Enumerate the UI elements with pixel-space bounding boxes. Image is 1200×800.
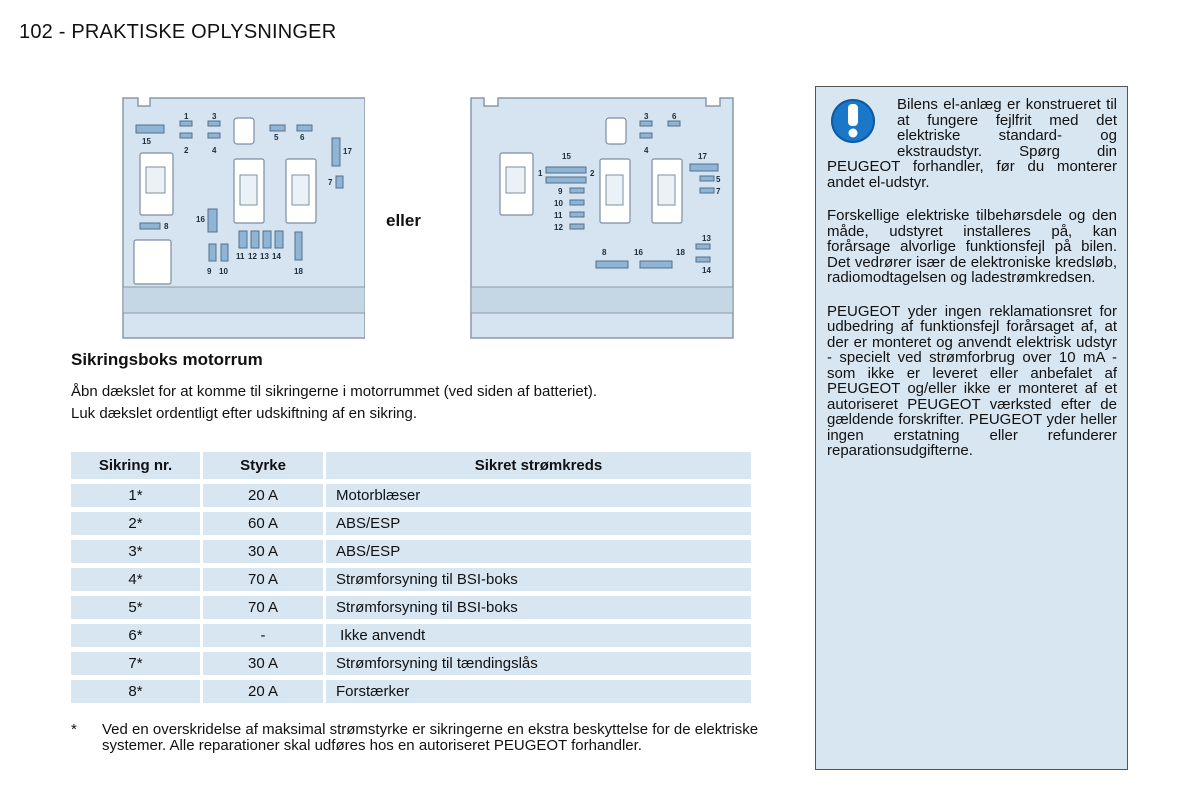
svg-text:6: 6 [672,112,677,121]
exclamation-icon [831,99,875,143]
table-header-row [71,452,751,479]
notice-paragraph-3: PEUGEOT yder ingen reklamationsret for udbedring af funktionsfejl forårsaget af, at der er monteret og anvendt elektrisk udstyr - specielt ved strømforbrug over 10 mA - som ikke er leveret eller anbefalet af PEUGEOT og/eller ikke er monteret af et autoriseret PEUGEOT værksted efter de gældende forskrifter. PEUGEOT yder heller ingen erstatning eller refunderer reparationsudgifterne. [827,302,1117,459]
footnote-marker: * [71,721,77,738]
svg-text:10: 10 [554,199,563,208]
svg-text:2: 2 [184,146,189,155]
svg-text:12: 12 [248,252,257,261]
notice-text-1: Bilens el-anlæg er konstrueret til at fungere fejlfrit med det elektriske standard- og ekstraudstyr. Spørg din PEUGEOT forhandler, før du monterer andet el-udstyr. [827,96,1117,191]
fuse-number: 2* [71,512,200,535]
column-header-fuse-number: Sikring nr. [71,452,200,479]
instruction-line-1: Åbn dækslet for at komme til sikringerne i motorrummet (ved siden af batteriet). [71,383,598,400]
column-header-rating: Styrke [203,452,323,479]
svg-text:8: 8 [164,222,169,231]
svg-text:12: 12 [554,223,563,232]
svg-text:4: 4 [212,146,217,155]
svg-text:8: 8 [602,248,607,257]
fuse-rating: 20 A [203,484,323,507]
notice-panel [815,86,1128,770]
diagram-separator: eller [386,211,421,230]
svg-text:15: 15 [142,137,151,146]
fuse-number: 5* [71,596,200,619]
svg-text:9: 9 [558,187,563,196]
svg-text:3: 3 [644,112,649,121]
table-row [71,540,751,563]
svg-text:7: 7 [716,187,721,196]
fuse-rating: 30 A [203,540,323,563]
fuse-circuit: ABS/ESP [326,540,751,563]
fuse-number: 4* [71,568,200,591]
fuse-rating: 70 A [203,568,323,591]
notice-paragraph-1 [827,97,1117,190]
fuse-number: 7* [71,652,200,675]
svg-text:11: 11 [236,252,245,261]
svg-text:15: 15 [562,152,571,161]
svg-text:6: 6 [300,133,305,142]
svg-text:10: 10 [219,267,228,276]
fuse-rating: 30 A [203,652,323,675]
table-row [71,596,751,619]
fuse-circuit: ABS/ESP [326,512,751,535]
svg-text:1: 1 [184,112,189,121]
svg-text:14: 14 [702,266,711,275]
svg-text:16: 16 [196,215,205,224]
fuse-number: 8* [71,680,200,703]
table-row [71,624,751,647]
page-title: 102 - PRAKTISKE OPLYSNINGER [19,21,337,43]
fuse-circuit: Strømforsyning til BSI-boks [326,568,751,591]
svg-text:18: 18 [676,248,685,257]
footnote-text: Ved en overskridelse af maksimal strømstyrke er sikringerne en ekstra beskyttelse for de elektriske systemer. Alle reparationer skal udføres hos en autoriseret PEUGEOT forhandler. [102,721,759,754]
section-title: Sikringsboks motorrum [71,350,263,369]
svg-text:7: 7 [328,178,333,187]
fuse-box-diagram-left [122,97,365,339]
table-row [71,568,751,591]
table-row [71,512,751,535]
fuse-box-diagram-right [470,97,734,339]
svg-text:13: 13 [260,252,269,261]
svg-text:13: 13 [702,234,711,243]
svg-text:4: 4 [644,146,649,155]
svg-text:5: 5 [716,175,721,184]
svg-text:3: 3 [212,112,217,121]
table-row [71,652,751,675]
instruction-line-2: Luk dækslet ordentligt efter udskiftning af en sikring. [71,405,418,422]
svg-text:18: 18 [294,267,303,276]
svg-text:2: 2 [590,169,595,178]
svg-text:17: 17 [698,152,707,161]
fuse-circuit: Ikke anvendt [326,624,751,647]
fuse-number: 3* [71,540,200,563]
fuse-number: 6* [71,624,200,647]
fuse-number: 1* [71,484,200,507]
fuse-rating: 20 A [203,680,323,703]
column-header-circuit: Sikret strømkreds [326,452,751,479]
fuse-rating: 60 A [203,512,323,535]
fuse-table [68,447,754,708]
fuse-circuit: Motorblæser [326,484,751,507]
svg-text:14: 14 [272,252,281,261]
footnote [71,722,761,754]
svg-text:1: 1 [538,169,543,178]
fuse-circuit: Strømforsyning til tændingslås [326,652,751,675]
fuse-circuit: Strømforsyning til BSI-boks [326,596,751,619]
table-row [71,680,751,703]
fuse-rating: 70 A [203,596,323,619]
table-row [71,484,751,507]
svg-text:11: 11 [554,211,563,220]
fuse-circuit: Forstærker [326,680,751,703]
svg-text:5: 5 [274,133,279,142]
fuse-rating: - [203,624,323,647]
svg-text:9: 9 [207,267,212,276]
svg-text:17: 17 [343,147,352,156]
svg-text:16: 16 [634,248,643,257]
notice-paragraph-2: Forskellige elektriske tilbehørsdele og den måde, udstyret installeres på, kan forårsage alvorlige funktionsfejl på bilen. Det vedrører især de elektroniske kredsløb, radiomodtagelsen og ladestrømkredsen. [827,207,1117,286]
